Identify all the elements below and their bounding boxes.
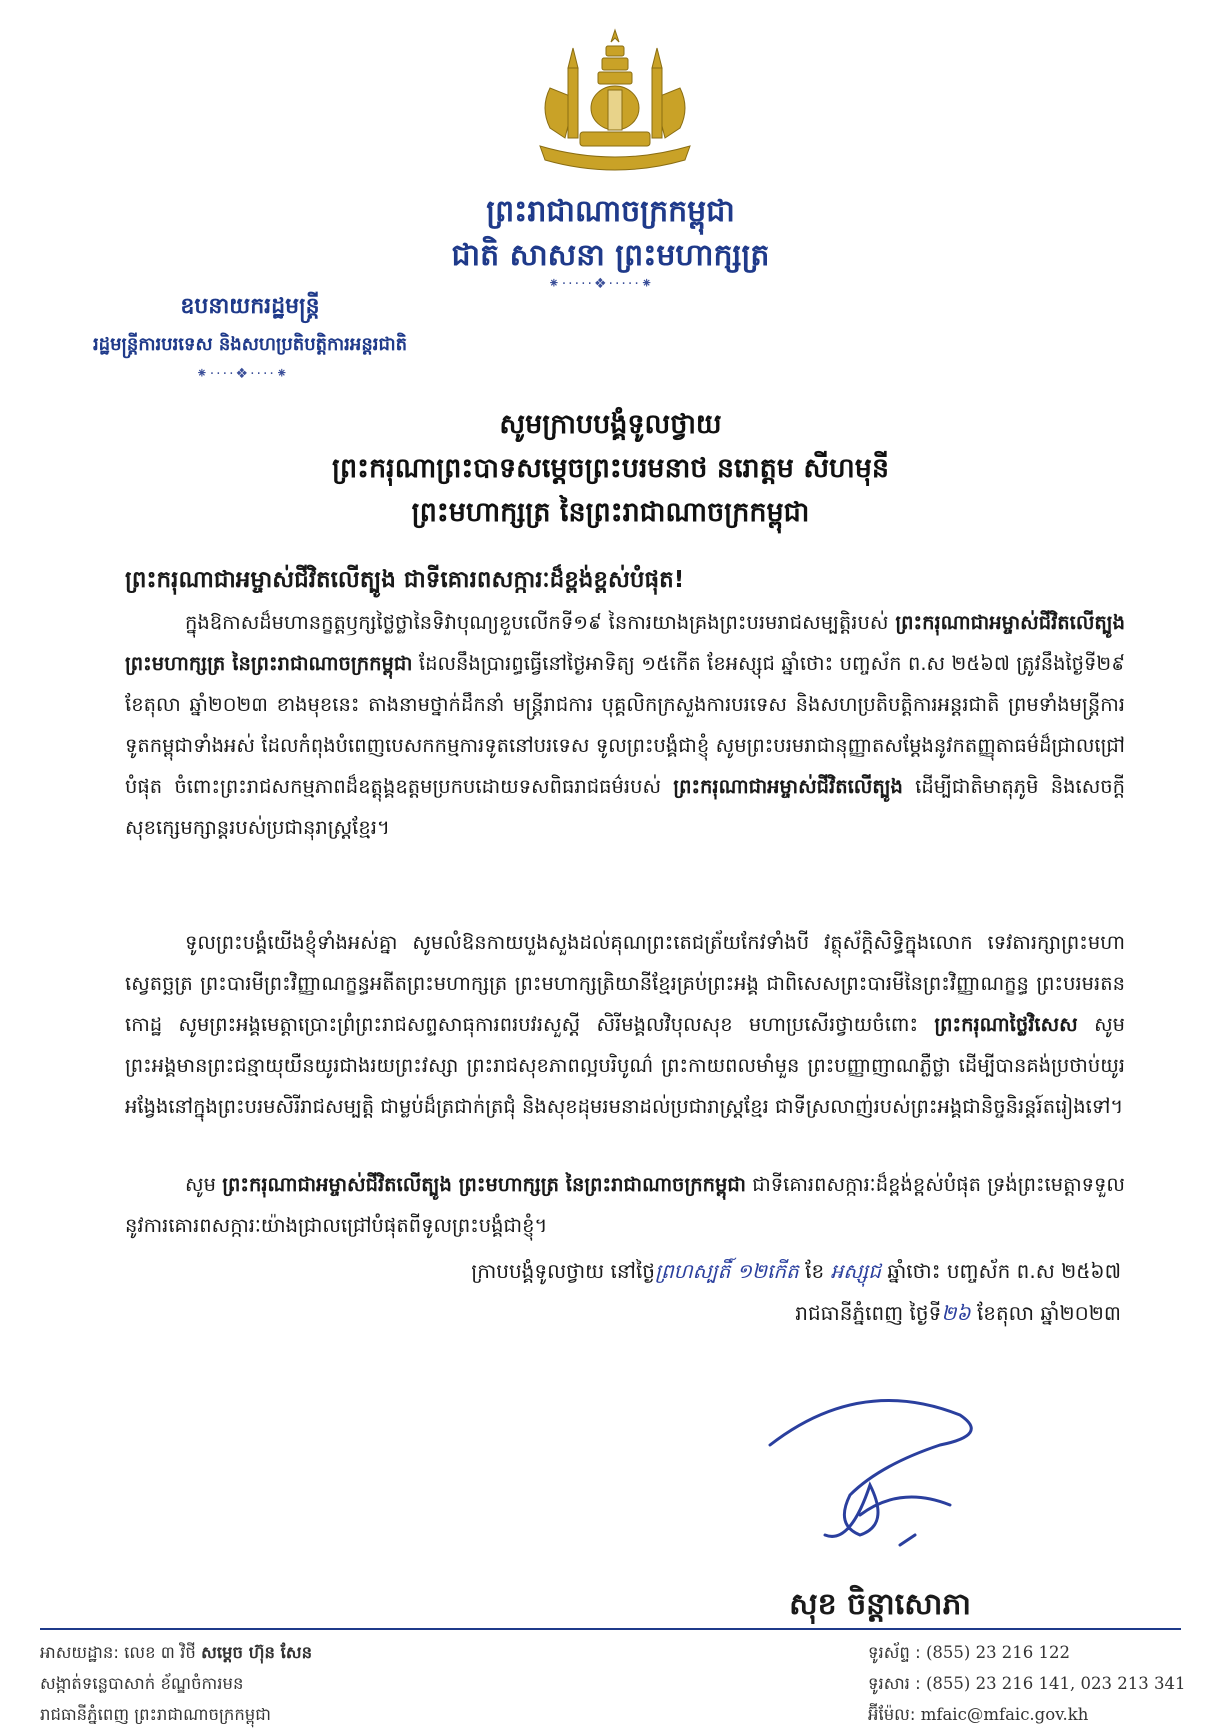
lunar-date-prefix: ក្រាបបង្គំទូលថ្វាយ នៅថ្ងៃ — [471, 1259, 655, 1283]
email-line — [868, 1699, 1186, 1730]
email-label: អ៊ីម៉ែល: — [868, 1705, 916, 1724]
address-line-2: សង្កាត់ទន្លេបាសាក់ ខ័ណ្ឌចំការមន — [40, 1674, 244, 1693]
lunar-day-handwritten: ព្រហស្បតិ៍ ១២កើត — [654, 1259, 799, 1283]
p3-title-bold: ព្រះករុណាជាអម្ចាស់ជីវិតលើត្បូង ព្រះមហាក្សត្រ នៃព្រះរាជាណាចក្រកម្ពុជា — [222, 1173, 746, 1196]
sender-ornament: ⁕⋅⋅⋅⋅❖⋅⋅⋅⋅⁕ — [196, 366, 290, 382]
paragraph-3 — [125, 1164, 1125, 1246]
fax-number: (855) 23 216 141, 023 213 341 — [925, 1674, 1186, 1693]
national-motto: ជាតិ សាសនា ព្រះមហាក្សត្រ — [451, 238, 770, 273]
addressee-line-3: ព្រះមហាក្សត្រ នៃព្រះរាជាណាចក្រកម្ពុជា — [411, 497, 810, 528]
address-label: អាសយដ្ឋាន: — [40, 1643, 119, 1662]
address-street-name: សម្តេច ហ៊ុន សែន — [201, 1643, 313, 1662]
p1-title-bold-2: ព្រះករុណាជាអម្ចាស់ជីវិតលើត្បូង — [673, 775, 903, 798]
kingdom-name: ព្រះរាជាណាចក្រកម្ពុជា — [486, 194, 735, 229]
p3-text-a: សូម — [185, 1173, 216, 1196]
addressee-line-2: ព្រះករុណាព្រះបាទសម្តេចព្រះបរមនាថ នរោត្តម សីហមុនី — [331, 453, 890, 484]
phone-number: (855) 23 216 122 — [925, 1643, 1071, 1662]
p2-text-c: សូមព្រះអង្គមានព្រះជន្មាយុយឺនយូរជាងរយព្រះវស្សា ព្រះរាជសុខភាពល្អបរិបូណ៌ ព្រះកាយពលមាំមួន ព្រះបញ្ញាញាណភ្លឺថ្លា ដើម្បីបានគង់ប្រថាប់យូរអង្វែងនៅក្នុងព្រះបរមសិរីរាជសម្បត្តិ ជាម្លប់ដ៏ត្រជាក់ត្រជុំ និងសុខដុមរមនាដល់ប្រជារាស្ត្រខ្មែរ ជាទីស្រលាញ់របស់ព្រះអង្គជានិច្ចនិរន្តរ៍តរៀងទៅ។ — [125, 1013, 1126, 1118]
header-ornament: ⁕⋅⋅⋅⋅⋅❖⋅⋅⋅⋅⋅⁕ — [548, 276, 655, 292]
solar-date-line — [795, 1300, 1121, 1330]
signer-name: សុខ ចិន្តាសោភា — [789, 1587, 971, 1622]
p1-text-c: ដែលនឹងប្រារព្ធធ្វើនៅថ្ងៃអាទិត្យ ១៥កើត ខែអស្សុជ ឆ្នាំថោះ បញ្ចស័ក ព.ស ២៥៦៧ ត្រូវនឹងថ្ងៃទី២៩ ខែតុលា ឆ្នាំ២០២៣ ខាងមុខនេះ តាងនាមថ្នាក់ដឹកនាំ មន្ត្រីរាជការ បុគ្គលិកក្រសួងការបរទេស និងសហប្រតិបត្តិការអន្តរជាតិ ព្រមទាំងមន្ត្រីការទូតកម្ពុជាទាំងអស់ ដែលកំពុងបំពេញបេសកកម្មការទូតនៅបរទេស ទូលព្រះបង្គំជាខ្ញុំ សូមព្រះបរមរាជានុញ្ញាតសម្តែងនូវកតញ្ញុតាធម៌ដ៏ជ្រាលជ្រៅបំផុត ចំពោះព្រះរាជសកម្មភាពដ៏ឧត្តុង្គឧត្តមប្រកបដោយទសពិធរាជធម៌របស់ — [125, 652, 1126, 798]
address-line-3: រាជធានីភ្នំពេញ ព្រះរាជាណាចក្រកម្ពុជា — [40, 1705, 271, 1724]
fax-label: ទូរសារ : — [868, 1674, 921, 1693]
paragraph-2 — [125, 922, 1125, 1127]
p1-text-e: ដើម្បីជាតិមាតុភូមិ និងសេចក្តីសុខក្សេមក្សាន្តរបស់ប្រជានុរាស្ត្រខ្មែរ។ — [125, 775, 1126, 839]
royal-coat-of-arms-emblem — [520, 28, 710, 188]
addressee-line-1: សូមក្រាបបង្គំទូលថ្វាយ — [499, 409, 722, 440]
lunar-month-handwritten: អស្សុជ — [830, 1259, 881, 1283]
footer-divider — [40, 1628, 1181, 1630]
phone-label: ទូរស័ព្ទ : — [868, 1643, 921, 1662]
salutation: ព្រះករុណាជាអម្ចាស់ជីវិតលើត្បូង ជាទីគោរពសក្ការៈដ៏ខ្ពង់ខ្ពស់បំផុត! — [125, 567, 685, 593]
paragraph-1 — [125, 602, 1125, 848]
footer-contacts — [868, 1637, 1186, 1730]
solar-day-handwritten: ២៦ — [941, 1301, 971, 1325]
lunar-date-line — [471, 1258, 1121, 1288]
solar-date-rest: ខែតុលា ឆ្នាំ២០២៣ — [976, 1301, 1121, 1325]
fax-line — [868, 1668, 1186, 1699]
solar-date-prefix: រាជធានីភ្នំពេញ ថ្ងៃទី — [795, 1301, 942, 1325]
sender-title: ឧបនាយករដ្ឋមន្ត្រី — [180, 294, 320, 319]
email-address[interactable]: mfaic@mfaic.gov.kh — [920, 1705, 1089, 1724]
p2-title-bold: ព្រះករុណាថ្លៃវិសេស — [934, 1013, 1078, 1036]
p3-text-c: ជាទីគោរពសក្ការៈដ៏ខ្ពង់ខ្ពស់បំផុត ទ្រង់ព្រះមេត្តាទទួលនូវការគោរពសក្ការៈយ៉ាងជ្រាលជ្រៅបំផុតពីទូលព្រះបង្គំជាខ្ញុំ។ — [125, 1173, 1125, 1237]
lunar-year: ឆ្នាំថោះ បញ្ចស័ក ព.ស ២៥៦៧ — [887, 1259, 1121, 1283]
p2-text-a: ទូលព្រះបង្គំយើងខ្ញុំទាំងអស់គ្នា សូមលំឱនកាយបួងសួងដល់គុណព្រះតេជត្រ័យកែវទាំងបី វត្ថុស័ក្តិសិទ្ធិក្នុងលោក ទេវតារក្សាព្រះមហាស្វេតច្ឆត្រ ព្រះបារមីព្រះវិញ្ញាណក្ខន្ធអតីតព្រះមហាក្សត្រ ព្រះមហាក្សត្រិយានីខ្មែរគ្រប់ព្រះអង្គ ជាពិសេសព្រះបារមីនៃព្រះវិញ្ញាណក្ខន្ធ ព្រះបរមរតនកោដ្ឋ សូមព្រះអង្គមេត្តាប្រោះព្រំព្រះរាជសព្ទសាធុការពរបវរសួស្តី សិរីមង្គលវិបុលសុខ មហាប្រសើរថ្វាយចំពោះ — [125, 931, 1125, 1036]
address-line-1 — [40, 1637, 312, 1668]
handwritten-signature — [740, 1385, 1000, 1575]
phone-line — [868, 1637, 1186, 1668]
sender-ministry: រដ្ឋមន្ត្រីការបរទេស និងសហប្រតិបត្តិការអន្តរជាតិ — [92, 334, 408, 355]
lunar-month-label: ខែ — [805, 1259, 825, 1283]
p1-title-bold: ព្រះករុណាជាអម្ចាស់ជីវិតលើត្បូង ព្រះមហាក្សត្រ នៃព្រះរាជាណាចក្រកម្ពុជា — [125, 611, 1125, 675]
footer-address — [40, 1637, 312, 1730]
p1-text-a: ក្នុងឱកាសដ៏មហានក្ខត្តឫក្សថ្លៃថ្លានៃទិវាបុណ្យខួបលើកទី១៩ នៃការយាងគ្រងព្រះបរមរាជសម្បត្តិរបស់ — [185, 611, 889, 634]
address-street-prefix: លេខ ៣ វិថី — [124, 1643, 196, 1662]
